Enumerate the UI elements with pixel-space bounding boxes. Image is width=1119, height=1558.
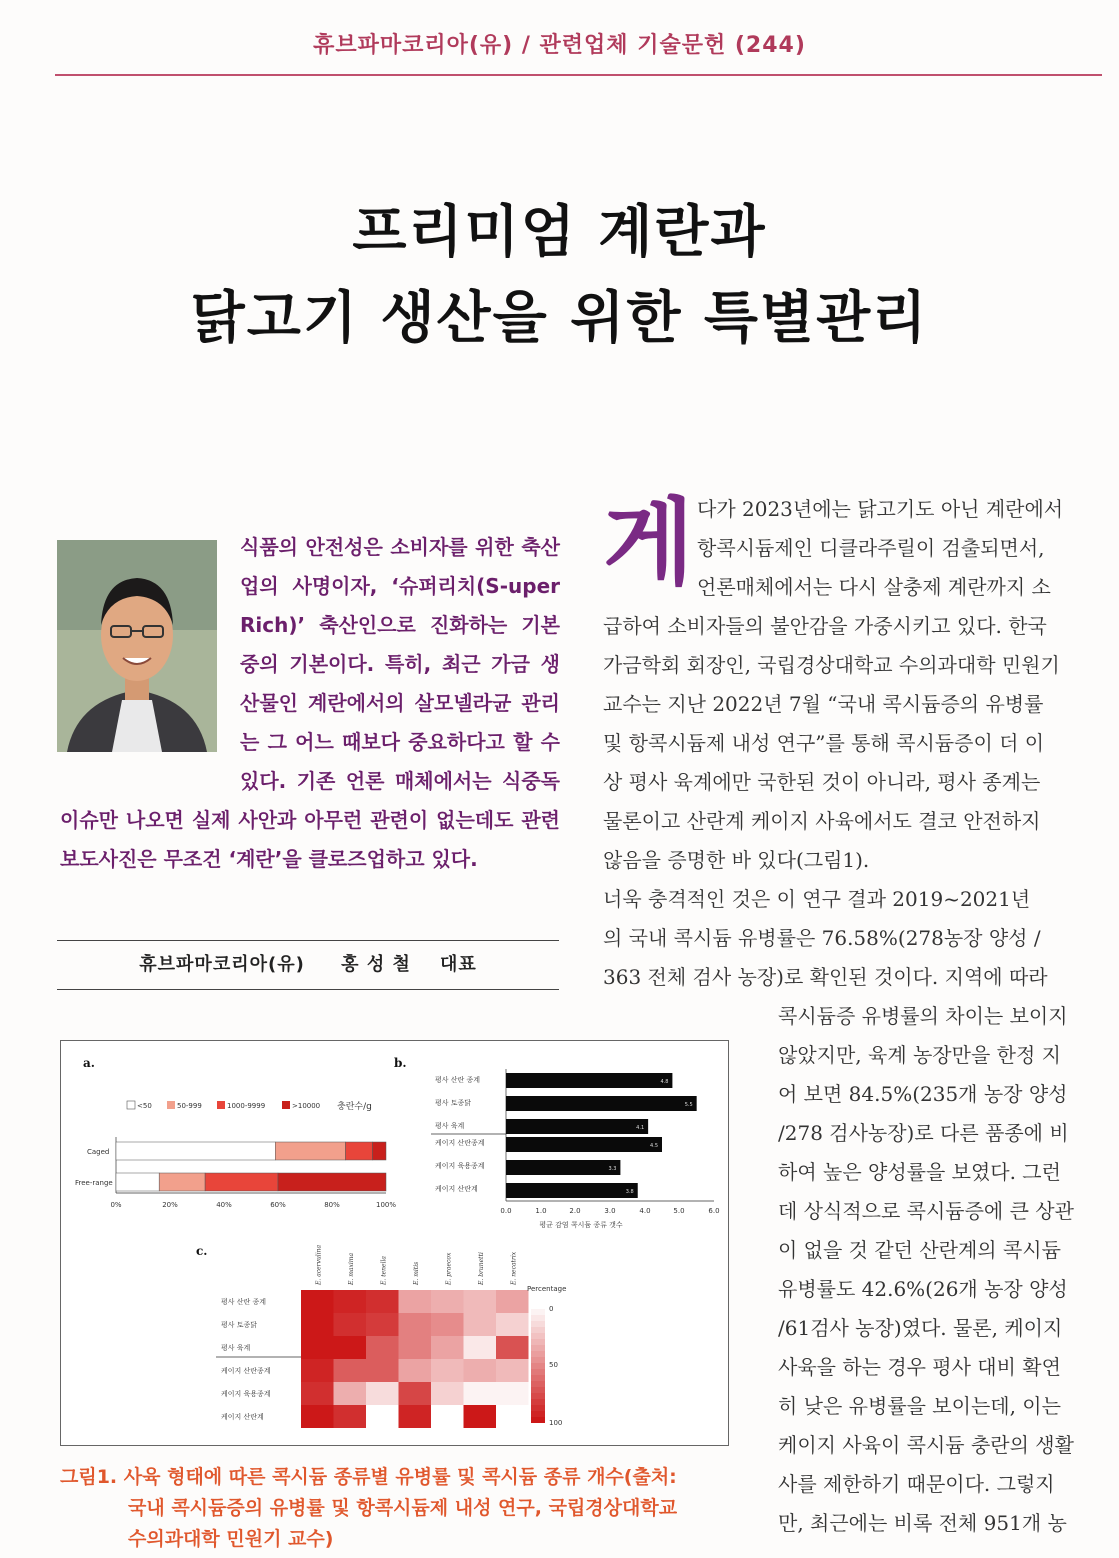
panel-a-legend — [127, 1100, 372, 1112]
bar-segment — [373, 1142, 387, 1160]
figure-svg — [61, 1041, 728, 1445]
author-name: 홍 성 철 — [341, 954, 411, 975]
heatmap-cell — [301, 1382, 334, 1405]
heatmap-cell — [464, 1336, 497, 1359]
title-line-2: 닭고기 생산을 위한 특별관리 — [190, 286, 929, 351]
category-label: Free-range — [75, 1179, 113, 1187]
scale-step — [531, 1333, 545, 1339]
heatmap-cell — [301, 1405, 334, 1428]
body-line: 사를 제한하기 때문이다. 그렇지 — [778, 1472, 1055, 1496]
row-label: 평사 산란 종계 — [221, 1298, 267, 1306]
bar-segment — [116, 1142, 275, 1160]
heatmap-cell — [399, 1336, 432, 1359]
author-byline — [57, 950, 559, 976]
bar-segment — [205, 1173, 278, 1191]
figure-panel — [60, 1040, 729, 1446]
body-line: 데 상식적으로 콕시듐증에 큰 상관 — [778, 1199, 1074, 1223]
bar-value-label: 3.3 — [608, 1166, 617, 1172]
bar-value-label: 4.1 — [636, 1125, 645, 1131]
heatmap-cell — [431, 1359, 464, 1382]
bar-segment — [275, 1142, 345, 1160]
scale-step — [531, 1387, 545, 1393]
scale-step — [531, 1309, 545, 1315]
heatmap-color-scale — [531, 1303, 545, 1423]
panel-c-row-labels — [221, 1297, 271, 1421]
heatmap-cell — [464, 1382, 497, 1405]
body-line: 가금학회 회장인, 국립경상대학교 수의과대학 민원기 — [603, 653, 1060, 677]
x-tick-label: 20% — [162, 1201, 178, 1209]
column-label: E. praecox — [445, 1252, 453, 1285]
heatmap-cell — [399, 1405, 432, 1428]
legend-label: >10000 — [292, 1102, 321, 1110]
heatmap-cell — [334, 1359, 367, 1382]
body-line: 어 보면 84.5%(235개 농장 양성 — [778, 1082, 1068, 1106]
x-tick-label: 3.0 — [604, 1207, 616, 1215]
heatmap-cell — [301, 1313, 334, 1336]
panel-a-bars — [116, 1142, 386, 1191]
scale-step — [531, 1417, 545, 1423]
heatmap-cell — [366, 1313, 399, 1336]
column-label: E. mitis — [412, 1261, 420, 1285]
body-line: 케이지 사육이 콕시듐 충란의 생활 — [778, 1433, 1074, 1457]
title-line-1: 프리미엄 계란과 — [352, 200, 767, 265]
body-line: 하여 높은 양성률을 보였다. 그런 — [778, 1160, 1061, 1184]
caption-line-2: 국내 콕시듐증의 유병률 및 항콕시듐제 내성 연구, 국립경상대학교 — [128, 1497, 678, 1519]
scale-step — [531, 1393, 545, 1399]
heatmap-cell — [399, 1382, 432, 1405]
heatmap-cell — [301, 1336, 334, 1359]
heatmap-cell — [301, 1359, 334, 1382]
legend-label: 50-999 — [177, 1102, 202, 1110]
panel-a-label: a. — [83, 1056, 95, 1070]
heatmap-cell — [399, 1290, 432, 1313]
figure-caption — [60, 1462, 740, 1555]
legend-label: 1000-9999 — [227, 1102, 266, 1110]
body-line: 않음을 증명한 바 있다(그림1). — [603, 848, 870, 872]
body-line: 363 전체 검사 농장)로 확인된 것이다. 지역에 따라 — [603, 965, 1048, 989]
lead-text: 식품의 안전성은 소비자를 위한 축산업의 사명이자, ‘슈퍼리치(S-uper Rich)’ 축산인으로 진화하는 기본 중의 기본이다. 특히, 최근 가금 생산물인 계란에서의 살모넬라균 관리는 그 어느 때보다 중요하다고 할 수 있다. 기존 언론 매체에서는 식중독 이슈만 나오면 실제 사안과 아무런 관련이 없는데도 관련 보도사진은 무조건 ‘계란’을 클로즈업하고 있다. — [60, 535, 560, 871]
panel-b-xlabel: 평균 감염 콕시듐 종류 갯수 — [539, 1221, 623, 1229]
body-line: 너욱 충격적인 것은 이 연구 결과 2019~2021년 — [603, 887, 1031, 911]
caption-line-3: 수의과대학 민원기 교수) — [128, 1528, 334, 1550]
column-label: E. necatrix — [510, 1251, 518, 1285]
body-line: 언론매체에서는 다시 살충제 계란까지 소 — [697, 575, 1051, 599]
scale-step — [531, 1369, 545, 1375]
author-role: 대표 — [439, 954, 477, 975]
bar — [506, 1073, 672, 1088]
legend-label: <50 — [137, 1102, 152, 1110]
scale-step — [531, 1375, 545, 1381]
bar-value-label: 4.8 — [660, 1079, 669, 1085]
heatmap-cell — [496, 1290, 529, 1313]
author-company: 휴브파마코리아(유) — [139, 954, 305, 975]
category-label: 케이지 산란계 — [435, 1185, 478, 1193]
body-line: 사육을 하는 경우 평사 대비 확연 — [778, 1355, 1061, 1379]
heatmap-cell — [399, 1359, 432, 1382]
body-line: 교수는 지난 2022년 7월 “국내 콕시듐증의 유병률 — [603, 692, 1044, 716]
bar-value-label: 4.5 — [650, 1143, 658, 1149]
bar — [506, 1096, 697, 1111]
panel-b-bars — [506, 1073, 697, 1198]
column-label: E. acervulina — [315, 1244, 323, 1285]
scale-step — [531, 1315, 545, 1321]
body-line: 콕시듐증 유병률의 차이는 보이지 — [778, 1004, 1068, 1028]
body-line: 항콕시듐제인 디클라주릴이 검출되면서, — [697, 536, 1045, 560]
heatmap-cell — [496, 1382, 529, 1405]
heatmap-cell — [464, 1313, 497, 1336]
bar-segment — [346, 1142, 373, 1160]
heatmap-legend-title: Percentage — [527, 1285, 567, 1293]
bar — [506, 1160, 620, 1175]
body-line: 급하여 소비자들의 불안감을 가중시키고 있다. 한국 — [603, 614, 1047, 638]
x-tick-label: 2.0 — [569, 1207, 581, 1215]
body-line: 이 없을 것 같던 산란계의 콕시듐 — [778, 1238, 1061, 1262]
author-rule-bottom — [57, 989, 559, 990]
row-label: 평사 토종닭 — [221, 1321, 258, 1329]
heatmap-cell — [334, 1405, 367, 1428]
x-tick-label: 40% — [216, 1201, 232, 1209]
body-line: 히 낮은 유병률을 보이는데, 이는 — [778, 1394, 1061, 1418]
x-tick-label: 100% — [375, 1201, 397, 1209]
panel-c-label: c. — [196, 1244, 208, 1258]
x-tick-label: 5.0 — [673, 1207, 685, 1215]
heatmap-cell — [431, 1405, 464, 1428]
x-tick-label: 60% — [270, 1201, 286, 1209]
column-label: E. brunetti — [477, 1252, 485, 1285]
body-line: 유병률도 42.6%(26개 농장 양성 — [778, 1277, 1068, 1301]
caption-line-1: 그림1. 사육 형태에 따른 콕시듐 종류별 유병률 및 콕시듐 종류 개수(출처: — [60, 1466, 677, 1488]
heatmap-cell — [366, 1290, 399, 1313]
heatmap-cell — [366, 1336, 399, 1359]
body-line: 만, 최근에는 비록 전체 951개 농 — [778, 1511, 1067, 1535]
body-line: 다가 2023년에는 닭고기도 아닌 계란에서 — [697, 497, 1064, 521]
heatmap-cell — [431, 1313, 464, 1336]
heatmap-cell — [496, 1313, 529, 1336]
heatmap-cell — [366, 1382, 399, 1405]
panel-c-heatmap — [301, 1290, 529, 1428]
heatmap-cell — [399, 1313, 432, 1336]
bar-value-label: 3.8 — [625, 1189, 634, 1195]
heatmap-scale-tick: 100 — [549, 1419, 563, 1427]
category-label: Caged — [87, 1148, 110, 1156]
bar-segment — [116, 1173, 159, 1191]
body-line: 않았지만, 육계 농장만을 한정 지 — [778, 1043, 1061, 1067]
heatmap-cell — [334, 1382, 367, 1405]
row-label: 평사 육계 — [221, 1344, 251, 1352]
bar — [506, 1119, 648, 1134]
heatmap-cell — [496, 1359, 529, 1382]
body-line: /61검사 농장)였다. 물론, 케이지 — [778, 1316, 1063, 1340]
x-tick-label: 1.0 — [535, 1207, 547, 1215]
category-label: 평사 산란 종계 — [435, 1076, 481, 1084]
panel-b-xticks — [500, 1207, 719, 1215]
scale-step — [531, 1399, 545, 1405]
drop-cap: 게 — [603, 489, 694, 598]
scale-step — [531, 1351, 545, 1357]
x-tick-label: 6.0 — [708, 1207, 720, 1215]
author-rule-top — [57, 940, 559, 941]
x-tick-label: 0.0 — [500, 1207, 512, 1215]
heatmap-scale-tick: 0 — [549, 1305, 554, 1313]
scale-step — [531, 1321, 545, 1327]
article-title — [0, 190, 1119, 362]
body-line: 및 항콕시듐제 내성 연구”를 통해 콕시듐증이 더 이 — [603, 731, 1045, 755]
bar-value-label: 5.5 — [684, 1102, 693, 1108]
bar — [506, 1137, 662, 1152]
bar — [506, 1183, 638, 1198]
scale-step — [531, 1303, 545, 1309]
heatmap-cell — [334, 1313, 367, 1336]
x-tick-label: 4.0 — [639, 1207, 651, 1215]
panel-c-column-labels — [315, 1244, 517, 1286]
scale-step — [531, 1327, 545, 1333]
legend-unit: 충란수/g — [337, 1102, 372, 1112]
page-header: 휴브파마코리아(유) / 관련업체 기술문헌 (244) — [313, 33, 806, 58]
scale-step — [531, 1405, 545, 1411]
heatmap-scale-tick: 50 — [549, 1361, 558, 1369]
heatmap-cell — [464, 1359, 497, 1382]
category-label: 평사 육계 — [435, 1122, 465, 1130]
heatmap-cell — [366, 1359, 399, 1382]
scale-step — [531, 1363, 545, 1369]
heatmap-cell — [334, 1290, 367, 1313]
bar-segment — [278, 1173, 386, 1191]
body-line: /278 검사농장)로 다른 품종에 비 — [778, 1121, 1069, 1145]
category-label: 평사 토종닭 — [435, 1099, 472, 1107]
body-line: 물론이고 산란계 케이지 사육에서도 결코 안전하지 — [603, 809, 1041, 833]
heatmap-cell — [334, 1336, 367, 1359]
x-tick-label: 0% — [110, 1201, 122, 1209]
header-rule — [55, 74, 1102, 76]
heatmap-cell — [366, 1405, 399, 1428]
heatmap-cell — [301, 1290, 334, 1313]
row-label: 케이지 산란계 — [221, 1413, 264, 1421]
scale-step — [531, 1357, 545, 1363]
scale-step — [531, 1411, 545, 1417]
bar-segment — [159, 1173, 205, 1191]
heatmap-cell — [431, 1290, 464, 1313]
scale-step — [531, 1345, 545, 1351]
x-tick-label: 80% — [324, 1201, 340, 1209]
category-label: 케이지 육용종계 — [435, 1162, 485, 1170]
heatmap-cell — [431, 1382, 464, 1405]
category-label: 케이지 산란종계 — [435, 1139, 485, 1147]
row-label: 케이지 육용종계 — [221, 1390, 271, 1398]
column-label: E. tenella — [380, 1256, 388, 1285]
scale-step — [531, 1381, 545, 1387]
panel-a-xticks — [110, 1201, 396, 1209]
heatmap-cell — [431, 1336, 464, 1359]
heatmap-cell — [496, 1336, 529, 1359]
heatmap-cell — [496, 1405, 529, 1428]
lead-paragraph — [60, 528, 560, 879]
body-line: 상 평사 육계에만 국한된 것이 아니라, 평사 종계는 — [603, 770, 1041, 794]
column-label: E. maxima — [347, 1252, 355, 1285]
scale-step — [531, 1339, 545, 1345]
heatmap-cell — [464, 1290, 497, 1313]
panel-b-label: b. — [394, 1056, 407, 1070]
body-line: 의 국내 콕시듐 유병률은 76.58%(278농장 양성 / — [603, 926, 1041, 950]
row-label: 케이지 산란종계 — [221, 1367, 271, 1375]
heatmap-cell — [464, 1405, 497, 1428]
